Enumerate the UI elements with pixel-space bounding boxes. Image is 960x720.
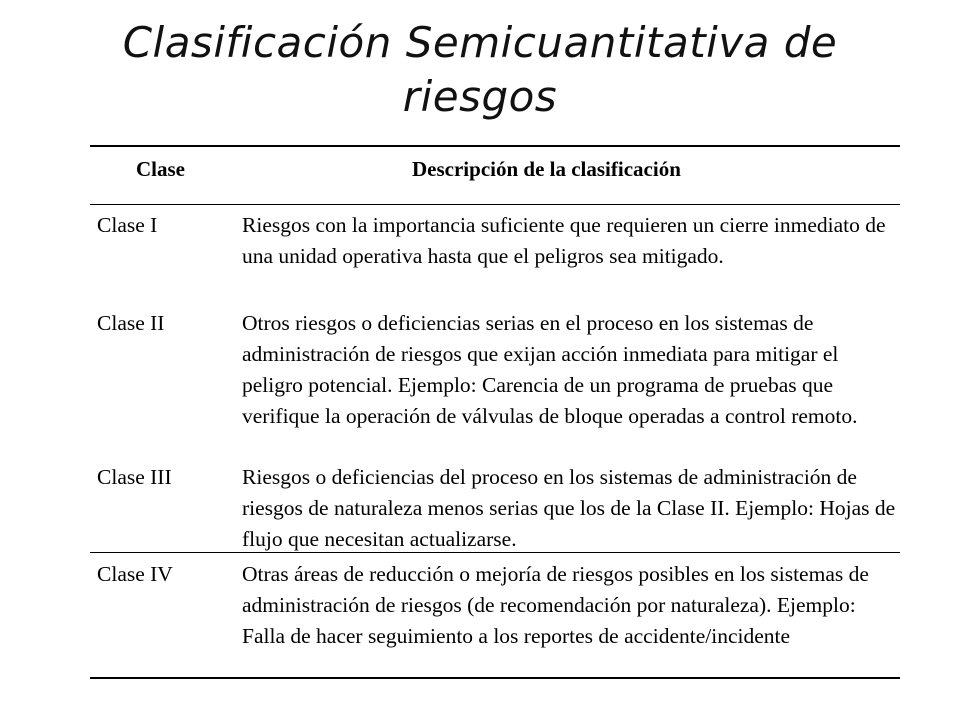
row-description: Riesgos o deficiencias del proceso en los sistemas de administración de riesgos de naturaleza menos serias que los de la Clase II. Ejemplo: Hojas de flujo que necesitan actualizarse. <box>242 465 896 551</box>
slide-title: Clasificación Semicuantitativa de riesgos <box>122 18 838 121</box>
row-description: Otros riesgos o deficiencias serias en el proceso en los sistemas de administración de riesgos que exijan acción inmediata para mitigar el peligro potencial. Ejemplo: Carencia de un programa de pruebas que verifique la operación de válvulas de bloque operadas a control remoto. <box>242 311 858 428</box>
header-description: Descripción de la clasificación <box>412 157 681 181</box>
header-bottom-rule <box>90 204 900 205</box>
table-bottom-rule <box>90 677 900 679</box>
row-class: Clase IV <box>97 562 173 586</box>
table-top-rule <box>90 145 900 147</box>
row-description: Riesgos con la importancia suficiente que requieren un cierre inmediato de una unidad operativa hasta que el peligros sea mitigado. <box>242 213 886 268</box>
header-class: Clase <box>136 157 185 181</box>
row-description: Otras áreas de reducción o mejoría de riesgos posibles en los sistemas de administración de riesgos (de recomendación por naturaleza). Ejemplo: Falla de hacer seguimiento a los reportes de accidente/incidente <box>242 562 869 648</box>
row-class: Clase I <box>97 213 158 237</box>
row-class: Clase III <box>97 465 172 489</box>
row-class: Clase II <box>97 311 165 335</box>
row-separator-rule <box>90 552 900 553</box>
